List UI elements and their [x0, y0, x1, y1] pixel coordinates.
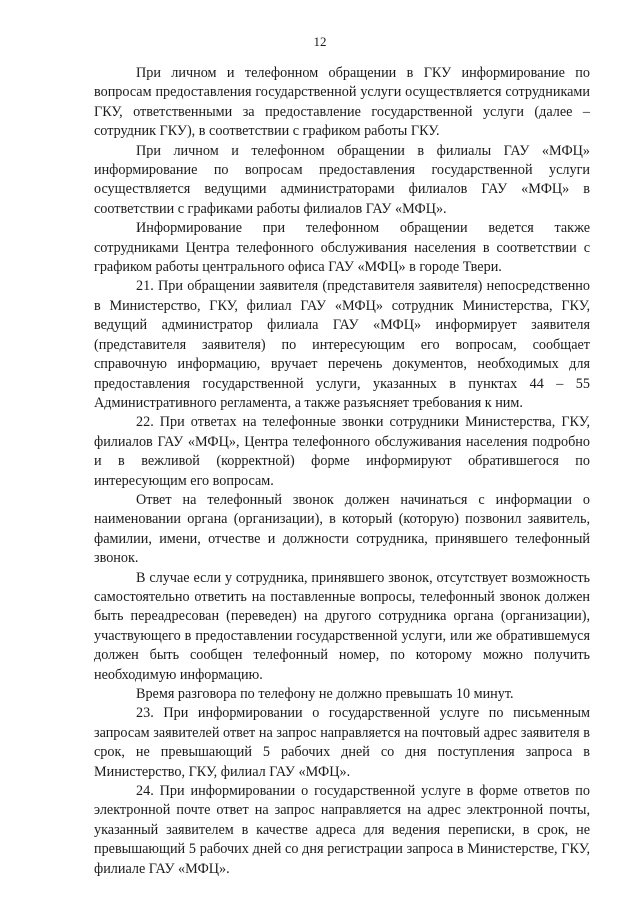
- paragraph: В случае если у сотрудника, принявшего звонок, отсутствует возможность самостоятельно ответить на поставленные вопросы, телефонный звонок должен быть переадресован (переведен) на другого сотрудника органа (организации), участвующего в предоставлении государственной услуги, или же обратившемуся должен быть сообщен телефонный номер, по которому можно получить необходимую информацию.: [94, 569, 590, 683]
- page-number: 12: [313, 34, 327, 49]
- paragraph: Информирование при телефонном обращении ведется также сотрудниками Центра телефонного обслуживания населения в соответствии с графиком работы центрального офиса ГАУ «МФЦ» в городе Твери.: [94, 220, 590, 276]
- paragraph-item-21: 21. При обращении заявителя (представителя заявителя) непосредственно в Министерство, ГКУ, филиал ГАУ «МФЦ» сотрудник Министерства, ГКУ, ведущий администратор филиала ГАУ «МФЦ» информирует заявителя (представителя заявителя) по интересующим его вопросам, сообщает справочную информацию, вручает перечень документов, необходимых для предоставления государственной услуги, указанных в пунктах 44 – 55 Административного регламента, а также разъясняет требования к ним.: [94, 278, 590, 411]
- paragraph-item-22: 22. При ответах на телефонные звонки сотрудники Министерства, ГКУ, филиалов ГАУ «МФЦ», Центра телефонного обслуживания населения подробно и в вежливой (корректной) форме информируют обратившегося по интересующим его вопросам.: [94, 414, 590, 489]
- paragraph: При личном и телефонном обращении в ГКУ информирование по вопросам предоставления государственной услуги осуществляется сотрудниками ГКУ, ответственными за предоставление государственной услуги (далее – сотрудник ГКУ), в соответствии с графиком работы ГКУ.: [94, 65, 590, 140]
- paragraph-item-23: 23. При информировании о государственной услуге по письменным запросам заявителей ответ на запрос направляется на почтовый адрес заявителя в срок, не превышающий 5 рабочих дней со дня поступления запроса в Министерство, ГКУ, филиал ГАУ «МФЦ».: [94, 705, 590, 780]
- paragraph: При личном и телефонном обращении в филиалы ГАУ «МФЦ» информирование по вопросам предоставления государственной услуги осуществляется ведущими администраторами филиалов ГАУ «МФЦ» в соответствии с графиками работы филиалов ГАУ «МФЦ».: [94, 142, 590, 217]
- paragraph: Ответ на телефонный звонок должен начинаться с информации о наименовании органа (организации), в который (которую) позвонил заявитель, фамилии, имени, отчестве и должности сотрудника, принявшего телефонный звонок.: [94, 491, 590, 567]
- paragraph-item-24: 24. При информировании о государственной услуге в форме ответов по электронной почте ответ на запрос направляется на адрес электронной почты, указанный заявителем в качестве адреса для ведения переписки, в срок, не превышающий 5 рабочих дней со дня регистрации запроса в Министерстве, ГКУ, филиале ГАУ «МФЦ».: [94, 783, 590, 877]
- paragraph: Время разговора по телефону не должно превышать 10 минут.: [136, 686, 514, 702]
- document-body: [94, 64, 590, 879]
